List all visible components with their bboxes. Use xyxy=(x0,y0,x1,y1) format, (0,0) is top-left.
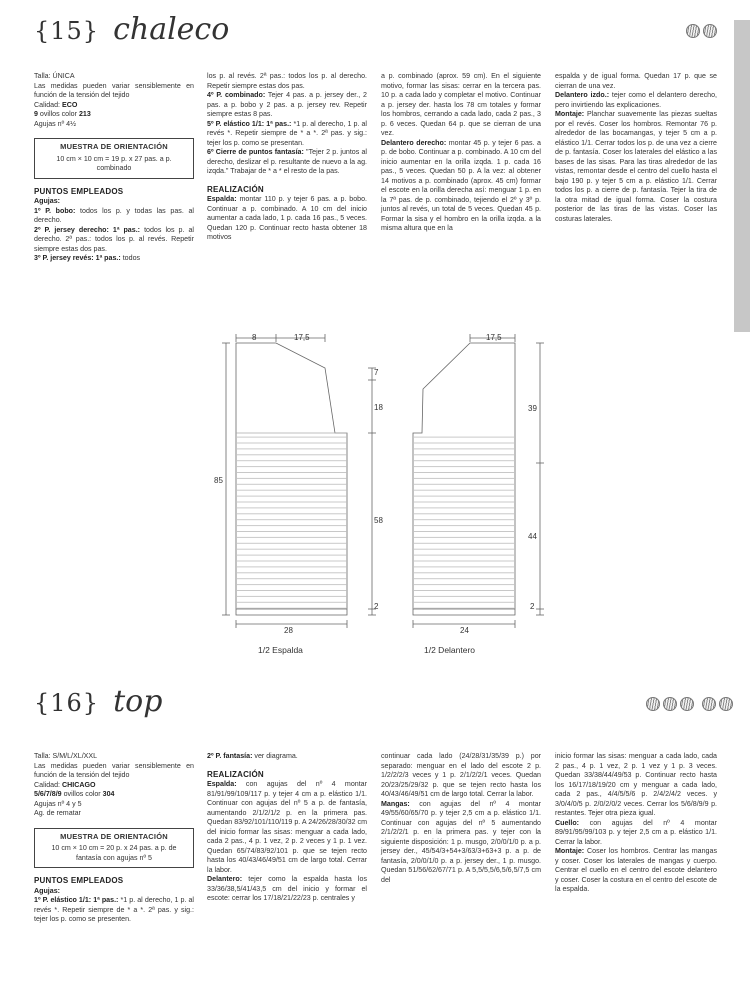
p5-label: 5º P. elástico 1/1: 1ª pas.: xyxy=(207,119,292,128)
ovillos-color: 213 xyxy=(78,110,91,118)
izdo-text: tejer como el delantero derecho, pero invirtiendo las explicaciones. xyxy=(555,91,717,109)
ovillos-count: 5/6/7/8/9 xyxy=(34,790,62,798)
delantero-text: montar 45 p. y tejer 6 pas. a p. de bobo. Continuar a p. combinado. A 10 cm del inicio aumentar en la orilla izqda. 1 p. cada 16 pas., 5 veces. Quedan 50 p. A la vez: al obtener 14 motivos a p. combinado (aprox. 45 cm) formar el escote en la orilla derecha así: menguar 1 p. en la 7ª pas. de p. combinado, tejiendo el 2º y 3º p. juntos al revés, un total de 5 veces. Quedan 45 p. Formar la sisa y el hombro en la orilla izqda. a la misma altura que en la xyxy=(381,138,542,232)
yarn-ball-icon xyxy=(703,24,717,38)
yarn-ball-icon xyxy=(646,697,660,711)
p1-label: 1º P. elástico 1/1: 1ª pas.: xyxy=(34,896,119,904)
ovillos-text: ovillos color xyxy=(61,790,103,798)
yarn-ball-icon xyxy=(663,697,677,711)
realizacion-title: REALIZACIÓN xyxy=(207,184,264,194)
p2-label: 2º P. fantasía: xyxy=(207,752,253,760)
dim-d-body: 44 xyxy=(528,532,537,541)
dim-e-top-left: 8 xyxy=(252,333,257,342)
p5-text: *1 p. al derecho, 1 p. al revés *. Repetir siempre de * a *. 2ª pas. y sig.: tejer los p. como se presentan. xyxy=(207,119,367,147)
calidad-value: CHICAGO xyxy=(62,780,96,789)
s16-col2 xyxy=(207,752,367,904)
muestra-box xyxy=(34,138,194,179)
agujas: Agujas nº 4 y 5 xyxy=(34,799,82,808)
dim-e-bottom: 2 xyxy=(374,602,379,611)
dim-e-top-right: 17,5 xyxy=(294,333,310,342)
s15-col1 xyxy=(34,72,194,264)
s15-col4 xyxy=(555,72,717,224)
puntos-title: PUNTOS EMPLEADOS xyxy=(34,186,124,196)
s16-col3-text: continuar cada lado (24/28/31/35/39 p.) por separado: menguar en el lado del escote 2 p. 1/2/2/2/3 veces y 1 p. 2/1/2/2/1 veces. Quedan 20/23/25/29/32 p. que se tejen recto hasta los 40/43/46/49/51 cm de largo total. Cerrar la labor. xyxy=(381,752,541,798)
p4-text: Tejer 4 pas. a p. jersey der., 2 pas. a p. bobo y 2 pas. a p. jersey rev. Repetir siempre estas 8 pas. xyxy=(207,91,367,118)
s16-col3 xyxy=(381,752,541,885)
muestra-title: MUESTRA DE ORIENTACIÓN xyxy=(60,142,168,151)
s16-col4 xyxy=(555,752,717,895)
dim-e-sisa: 18 xyxy=(374,403,383,412)
espalda-text: con agujas del nº 4 montar 81/91/99/109/117 p. y tejer 4 cm a p. elástico 1/1. Continuar con agujas del nº 5 a p. de fantasía, aumentando 2/1/2/1/2 p. en la primera pas. Quedan 83/92/101/110/119 p. A 24/26/28/30/32 cm del inicio formar las sisas: menguar a cada lado, cada 2 pas., 4 p. 1 vez, 2 p. 2 veces y 1 p. 1 vez. Quedan 65/74/83/92/101 p. que se tejen recto hasta los 40/43/46/49/51 cm de largo total. Cerrar la labor. xyxy=(207,780,367,874)
s15-col4-text: espalda y de igual forma. Quedan 17 p. que se cierran de una vez. xyxy=(555,72,717,90)
espalda-label: Espalda: xyxy=(207,195,237,203)
delantero-outline xyxy=(413,343,515,615)
dim-d-width: 24 xyxy=(460,626,469,635)
agujas: Agujas nº 4½ xyxy=(34,119,77,128)
calidad-label: Calidad: xyxy=(34,780,62,789)
montaje-label: Montaje: xyxy=(555,847,585,855)
espalda-label: 1/2 Espalda xyxy=(258,645,303,655)
p2-text: todos los p. al derecho. 2ª pas.: todos los p. al revés. Repetir siempre estas dos pas. xyxy=(34,225,194,253)
yarn-ball-icon xyxy=(702,697,716,711)
muestra-box xyxy=(34,828,194,869)
muestra-text: 10 cm × 10 cm = 20 p. x 24 pas. a p. de fantasía con agujas nº 5 xyxy=(51,844,177,862)
yarn-ball-icon xyxy=(686,24,700,38)
p3-label: 3º P. jersey revés: 1ª pas.: xyxy=(34,254,121,262)
dim-d-top: 17,5 xyxy=(486,333,502,342)
dim-e-body: 58 xyxy=(374,516,383,525)
section-15-name: chaleco xyxy=(113,12,230,47)
section-16-number: {16} xyxy=(34,689,100,717)
agujas-label: Agujas: xyxy=(34,197,61,205)
espalda-text: montar 110 p. y tejer 6 pas. a p. bobo. Continuar a p. combinado. A 10 cm del inicio aumentar a cada lado, 1 p. cada 16 pas., 5 veces. Quedan 120 p. Continuar recto hasta obtener 18 motivos xyxy=(207,195,367,241)
calidad-value: ECO xyxy=(62,100,78,109)
s15-col2 xyxy=(207,72,367,243)
dim-d-bottom: 2 xyxy=(530,602,535,611)
cuello-label: Cuello: xyxy=(555,818,580,827)
yarn-ball-icon xyxy=(719,697,733,711)
ag-rematar: Ag. de rematar xyxy=(34,809,81,817)
section-16-title xyxy=(34,684,162,719)
p6-label: 6º Cierre de puntos fantasía: xyxy=(207,148,304,156)
calidad-label: Calidad: xyxy=(34,100,62,109)
section-16-name: top xyxy=(113,684,163,719)
agujas-label: Agujas: xyxy=(34,886,61,895)
espalda-outline xyxy=(236,343,347,615)
section-15-title xyxy=(34,12,229,47)
talla: Talla: S/M/L/XL/XXL xyxy=(34,752,98,760)
delantero-label: Delantero derecho: xyxy=(381,138,447,147)
ovillos-color: 304 xyxy=(102,790,115,798)
espalda-label: Espalda: xyxy=(207,780,237,788)
dim-e-total-height: 85 xyxy=(214,476,223,485)
p1-text: todos los p. y todas las pas. al derecho. xyxy=(34,206,194,224)
mangas-text: con agujas del nº 4 montar 49/55/60/65/70 p. y tejer 2,5 cm a p. elástico 1/1. Continuar con agujas del nº 5 aumentando 2/1/2/2/1 p. en la primera pas. y tejer con la siguiente disposición: 1 p. musgo, 2/0/0/1/0 p. a p. jersey der., 45/54/3+54+3/63/3+63+3 p. a p. de fantasía, 2/0/0/1/0 p. a p. jersey der., 1 p. musgo. Quedan 51/56/62/67/71 p. A 5,5/5,5/6,5/6,5/7,5 cm del xyxy=(381,799,541,884)
talla: Talla: ÚNICA xyxy=(34,72,75,80)
yarn-icons-15 xyxy=(686,24,717,38)
ovillos-count: 9 xyxy=(34,110,38,118)
p4-label: 4º P. combinado: xyxy=(207,91,266,99)
p3-text: todos xyxy=(120,254,141,262)
s15-col3-text: a p. combinado (aprox. 59 cm). En el siguiente motivo, formar las sisas: cerrar en la tercera pas. 10 p. a cada lado y completar el motivo. Continuar a p. jersey der. hasta los 78 cm totales y formar los hombros, cerrando a cada lado, cada 2 pas., 3 p. 6 veces. Quedan 64 p. que se cierran de una vez. xyxy=(381,72,541,137)
s15-col3 xyxy=(381,72,541,234)
p6-text: "Tejer 2 p. juntos al derecho, deslizar el p. resultante de nuevo a la ag. izqda." Trabajar de * a * el resto de la pas. xyxy=(207,148,368,175)
muestra-text: 10 cm × 10 cm = 19 p. x 27 pas. a p. combinado xyxy=(56,154,172,172)
dim-e-sisa-small: 7 xyxy=(374,368,379,377)
p2-text: ver diagrama. xyxy=(252,752,298,760)
dim-e-width: 28 xyxy=(284,626,293,635)
izdo-label: Delantero izdo.: xyxy=(555,91,610,99)
s16-col4-text: inicio formar las sisas: menguar a cada lado, cada 2 pas., 4 p. 1 vez, 2 p. 1 vez y 1 p. 3 veces. Quedan 33/38/44/49/53 p. Continuar recto hasta los 16/17/18/19/20 cm y menguar a cada lado, cada 2 pas., 4/4/5/5/6 p. 2/4/2/4/2 veces. y 3/0/4/0/5 p. 2/0/2/0/2 veces. Cerrar los 5/6/8/9/9 p. restantes. Tejer otra pieza igual. xyxy=(555,752,717,817)
yarn-icons-16 xyxy=(646,697,733,711)
p1-label: 1º P. bobo: xyxy=(34,206,76,215)
delantero-text: tejer como la espalda hasta los 33/36/38,5/41/43,5 cm del inicio y formar el escote: cerrar los 17/18/21/22/23 p. centrales y xyxy=(207,875,367,902)
puntos-title: PUNTOS EMPLEADOS xyxy=(34,876,124,885)
side-tab xyxy=(734,20,750,332)
montaje-text: Coser los hombros. Centrar las mangas y coser. Coser los laterales de mangas y cuerpo. Centrar el cuello en el centro del escote delantero y coser. Coser la costura en el centro del escote de la espalda. xyxy=(555,847,717,893)
p2-label: 2º P. jersey derecho: 1ª pas.: xyxy=(34,225,141,234)
montaje-label: Montaje: xyxy=(555,110,585,118)
dim-d-escote: 39 xyxy=(528,404,537,413)
p3-cont: los p. al revés. 2ª pas.: todos los p. al derecho. Repetir siempre estas dos pas. xyxy=(207,72,367,90)
muestra-title: MUESTRA DE ORIENTACIÓN xyxy=(60,831,168,841)
delantero-label: Delantero: xyxy=(207,875,243,883)
cuello-text: con agujas del nº 4 montar 89/91/95/99/103 p. y tejer 2,5 cm a p. elástico 1/1. Cerrar la labor. xyxy=(555,818,717,846)
p1-text: *1 p. al derecho, 1 p. al revés *. Repetir siempre de * a *. 2ª pas. y sig.: tejer los p. como se presenten. xyxy=(34,896,194,923)
mangas-label: Mangas: xyxy=(381,799,410,808)
note: Las medidas pueden variar sensiblemente en función de la tensión del tejido xyxy=(34,81,194,99)
s16-col1 xyxy=(34,752,194,925)
section-15-number: {15} xyxy=(34,17,100,45)
realizacion-title: REALIZACIÓN xyxy=(207,769,264,779)
note: Las medidas pueden variar sensiblemente en función de la tensión del tejido xyxy=(34,761,194,779)
ovillos-text: ovillos color xyxy=(37,110,79,118)
montaje-text: Planchar suavemente las piezas sueltas por el revés. Coser los hombros. Remontar 76 p. alrededor de las bocamangas, y tejer 5 cm a p. elástico 1/1. Cerrar todos los p. de una vez a cierre de p. fantasía. Coser los laterales del elástico a las bases de las sisas. Para las tiras alrededor de las vistas, remontar desde el centro del cuello hasta el bajo 190 p. y tejer 5 cm a p. elástico 1/1. Cerrar todos los p. a cierre de p. fantasía. Tejer la tira de la otra mitad de igual forma. Coser la costura posterior de las tiras de las vistas. Coser las costuras laterales. xyxy=(555,110,717,223)
delantero-label: 1/2 Delantero xyxy=(424,645,476,655)
yarn-ball-icon xyxy=(680,697,694,711)
